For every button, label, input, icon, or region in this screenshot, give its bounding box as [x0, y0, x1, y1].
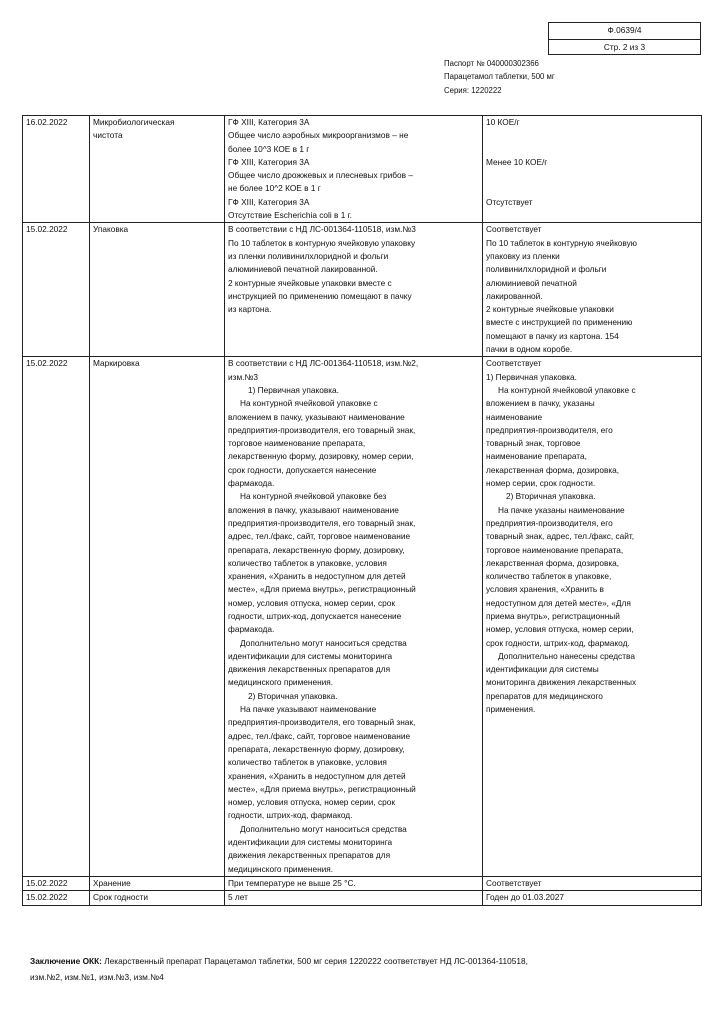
result-line: предприятия-производителя, его	[486, 517, 613, 528]
result-line: товарный знак, торговое	[486, 438, 581, 449]
requirement-line: фармакода.	[228, 478, 275, 489]
test-result	[483, 876, 702, 890]
test-date	[23, 876, 90, 890]
test-requirement	[225, 116, 483, 223]
test-requirement	[225, 223, 483, 357]
table-row	[23, 116, 702, 223]
page-number: Стр. 2 из 3	[549, 39, 700, 56]
table-row	[23, 891, 702, 905]
requirement-line: ГФ XIII, Категория 3А	[228, 196, 310, 207]
result-line: лекарственная форма, дозировка,	[486, 557, 620, 568]
test-date-text: 15.02.2022	[26, 877, 68, 888]
requirement-line: идентификации для системы мониторинга	[228, 837, 393, 848]
requirement-line: вложением в пачку, указывают наименование	[228, 411, 405, 422]
requirement-line: 2 контурные ячейковые упаковки вместе с	[228, 277, 392, 288]
conclusion-text: Лекарственный препарат Парацетамол таблетки, 500 мг серия 1220222 соответствует НД ЛС-001364-110518,	[101, 956, 528, 966]
requirement-line: 2) Вторичная упаковка.	[248, 690, 338, 701]
form-code-box	[548, 22, 701, 55]
result-line: Отсутствует	[486, 196, 533, 207]
result-line: На контурной ячейковой упаковке с	[498, 384, 636, 395]
requirement-line: не более 10^2 КОЕ в 1 г	[228, 183, 321, 194]
result-line: вложением в пачку, указаны	[486, 398, 595, 409]
requirement-line: торговое наименование препарата,	[228, 438, 366, 449]
test-name	[90, 223, 225, 357]
test-date-text: 15.02.2022	[26, 358, 68, 369]
requirement-line: 1) Первичная упаковка.	[248, 384, 339, 395]
test-name-line: Маркировка	[93, 358, 140, 369]
result-line: Соответствует	[486, 877, 542, 888]
requirement-line: количество таблеток в упаковке, условия	[228, 557, 387, 568]
table-row	[23, 357, 702, 877]
requirement-line: изм.№3	[228, 371, 258, 382]
test-date-text: 15.02.2022	[26, 224, 68, 235]
requirement-line: из картона.	[228, 304, 272, 315]
requirement-line: ГФ XIII, Категория 3А	[228, 156, 310, 167]
requirement-line: из пленки поливинилхлоридной и фольги	[228, 250, 389, 261]
result-line: лакированной.	[486, 290, 543, 301]
requirement-line: движения лекарственных препаратов для	[228, 664, 391, 675]
requirement-line: Дополнительно могут наноситься средства	[240, 823, 407, 834]
result-line: идентификации для системы	[486, 664, 599, 675]
result-line: пачки в одном коробе.	[486, 344, 573, 355]
requirement-line: месте», «Для приема внутрь», регистрационный	[228, 584, 416, 595]
requirement-line: адрес, тел./факс, сайт, торговое наименование	[228, 730, 411, 741]
spacer	[486, 129, 698, 142]
result-line: торговое наименование препарата,	[486, 544, 624, 555]
requirement-line: годности, штрих-код, допускается нанесение	[228, 610, 402, 621]
test-result	[483, 891, 702, 905]
test-requirement	[225, 891, 483, 905]
passport-number: Паспорт № 040000302366	[444, 59, 539, 68]
requirement-line: движения лекарственных препаратов для	[228, 850, 391, 861]
test-name	[90, 891, 225, 905]
conclusion-line-1	[30, 953, 700, 969]
result-line: номер серии, срок годности.	[486, 478, 596, 489]
requirement-line: Общее число дрожжевых и плесневых грибов –	[228, 170, 413, 181]
spacer	[486, 182, 698, 195]
test-date	[23, 891, 90, 905]
test-name	[90, 357, 225, 877]
result-line: 1) Первичная упаковка.	[486, 371, 577, 382]
requirement-line: препарата, лекарственную форму, дозировку,	[228, 544, 405, 555]
result-line: количество таблеток в упаковке,	[486, 571, 612, 582]
result-line: препаратов для медицинского	[486, 690, 603, 701]
form-code: Ф.0639/4	[607, 25, 642, 35]
requirement-line: Общее число аэробных микроорганизмов – не	[228, 130, 409, 141]
requirement-line: количество таблеток в упаковке, условия	[228, 757, 387, 768]
requirement-line: 5 лет	[228, 892, 248, 903]
result-line: мониторинга движения лекарственных	[486, 677, 637, 688]
result-line: товарный знак, адрес, тел./факс, сайт,	[486, 531, 635, 542]
test-date-text: 16.02.2022	[26, 117, 68, 127]
result-line: На пачке указаны наименование	[498, 504, 625, 515]
requirement-line: более 10^3 КОЕ в 1 г	[228, 143, 310, 154]
test-name-line: чистота	[93, 130, 123, 141]
result-line: наименование	[486, 411, 543, 422]
requirement-line: предприятия-производителя, его товарный знак,	[228, 517, 416, 528]
result-line: срок годности, штрих-код, фармакод.	[486, 637, 630, 648]
test-result	[483, 223, 702, 357]
conclusion-line-2: изм.№2, изм.№1, изм.№3, изм.№4	[30, 972, 164, 982]
result-line: условия хранения, «Хранить в	[486, 584, 604, 595]
test-name	[90, 116, 225, 223]
requirement-line: хранения, «Хранить в недоступном для детей	[228, 571, 406, 582]
result-line: Соответствует	[486, 224, 542, 235]
requirement-line: вложения в пачку, указывают наименование	[228, 504, 399, 515]
result-line: вместе с инструкцией по применению	[486, 317, 633, 328]
result-line: Дополнительно нанесены средства	[498, 650, 635, 661]
test-date-text: 15.02.2022	[26, 892, 68, 903]
requirement-line: номер, условия отпуска, номер серии, срок	[228, 597, 395, 608]
passport-header	[444, 57, 704, 97]
result-line: номер, условия отпуска, номер серии,	[486, 624, 634, 635]
requirement-line: На пачке указывают наименование	[240, 704, 377, 715]
result-line: 10 КОЕ/г	[486, 117, 520, 127]
requirement-line: медицинского применения.	[228, 863, 334, 874]
requirement-line: препарата, лекарственную форму, дозировку,	[228, 743, 405, 754]
result-line: помещают в пачку из картона. 154	[486, 330, 619, 341]
requirement-line: Отсутствие Escherichia coli в 1 г.	[228, 210, 352, 221]
table-row	[23, 223, 702, 357]
requirement-line: номер, условия отпуска, номер серии, срок	[228, 797, 395, 808]
requirement-line: На контурной ячейковой упаковке без	[240, 491, 387, 502]
requirement-line: медицинского применения.	[228, 677, 334, 688]
requirement-line: месте», «Для приема внутрь», регистрационный	[228, 783, 416, 794]
test-name-line: Срок годности	[93, 892, 149, 903]
test-date	[23, 357, 90, 877]
requirement-line: годности, штрих-код, фармакод.	[228, 810, 353, 821]
result-line: упаковку из пленки	[486, 250, 560, 261]
test-requirement	[225, 357, 483, 877]
requirement-line: При температуре не выше 25 °С.	[228, 877, 356, 888]
result-line: лекарственная форма, дозировка,	[486, 464, 620, 475]
spacer	[486, 143, 698, 156]
requirement-line: предприятия-производителя, его товарный знак,	[228, 717, 416, 728]
result-line: 2 контурные ячейковые упаковки	[486, 304, 614, 315]
requirement-line: хранения, «Хранить в недоступном для детей	[228, 770, 406, 781]
requirement-line: В соответствии с НД ЛС-001364-110518, изм.№3	[228, 224, 416, 235]
test-result	[483, 357, 702, 877]
test-name	[90, 876, 225, 890]
result-line: приема внутрь», регистрационный	[486, 610, 620, 621]
product-name: Парацетамол таблетки, 500 мг	[444, 72, 555, 82]
result-line: поливинилхлоридной и фольги	[486, 264, 607, 275]
conclusion-label: Заключение ОКК:	[30, 956, 102, 966]
requirement-line: На контурной ячейковой упаковке с	[240, 398, 378, 409]
test-date	[23, 223, 90, 357]
result-line: Менее 10 КОЕ/г	[486, 156, 548, 167]
requirement-line: инструкцией по применению помещают в пачку	[228, 290, 412, 301]
table-row	[23, 876, 702, 890]
result-line: алюминиевой печатной	[486, 277, 577, 288]
requirement-line: В соответствии с НД ЛС-001364-110518, изм.№2,	[228, 358, 419, 369]
requirement-line: предприятия-производителя, его товарный знак,	[228, 424, 416, 435]
result-line: применения.	[486, 704, 536, 715]
test-results-table	[22, 115, 702, 906]
series-number: Серия: 1220222	[444, 85, 502, 95]
spacer	[486, 169, 698, 182]
test-date	[23, 116, 90, 223]
test-result	[483, 116, 702, 223]
result-line: предприятия-производителя, его	[486, 424, 613, 435]
requirement-line: идентификации для системы мониторинга	[228, 650, 393, 661]
test-requirement	[225, 876, 483, 890]
requirement-line: лекарственную форму, дозировку, номер серии,	[228, 451, 414, 462]
result-line: По 10 таблеток в контурную ячейковую	[486, 237, 638, 248]
requirement-line: По 10 таблеток в контурную ячейковую упаковку	[228, 237, 416, 248]
test-name-line: Хранение	[93, 877, 131, 888]
result-line: 2) Вторичная упаковка.	[506, 491, 596, 502]
requirement-line: срок годности, допускается нанесение	[228, 464, 377, 475]
conclusion	[30, 953, 700, 985]
test-name-line: Упаковка	[93, 224, 129, 235]
requirement-line: ГФ XIII, Категория 3А	[228, 117, 310, 127]
requirement-line: адрес, тел./факс, сайт, торговое наименование	[228, 531, 411, 542]
result-line: наименование препарата,	[486, 451, 587, 462]
requirement-line: алюминиевой печатной лакированной.	[228, 264, 378, 275]
requirement-line: фармакода.	[228, 624, 275, 635]
result-line: Годен до 01.03.2027	[486, 892, 564, 903]
result-line: Соответствует	[486, 358, 542, 369]
result-line: недоступном для детей месте», «Для	[486, 597, 631, 608]
test-name-line: Микробиологическая	[93, 117, 175, 127]
requirement-line: Дополнительно могут наноситься средства	[240, 637, 407, 648]
